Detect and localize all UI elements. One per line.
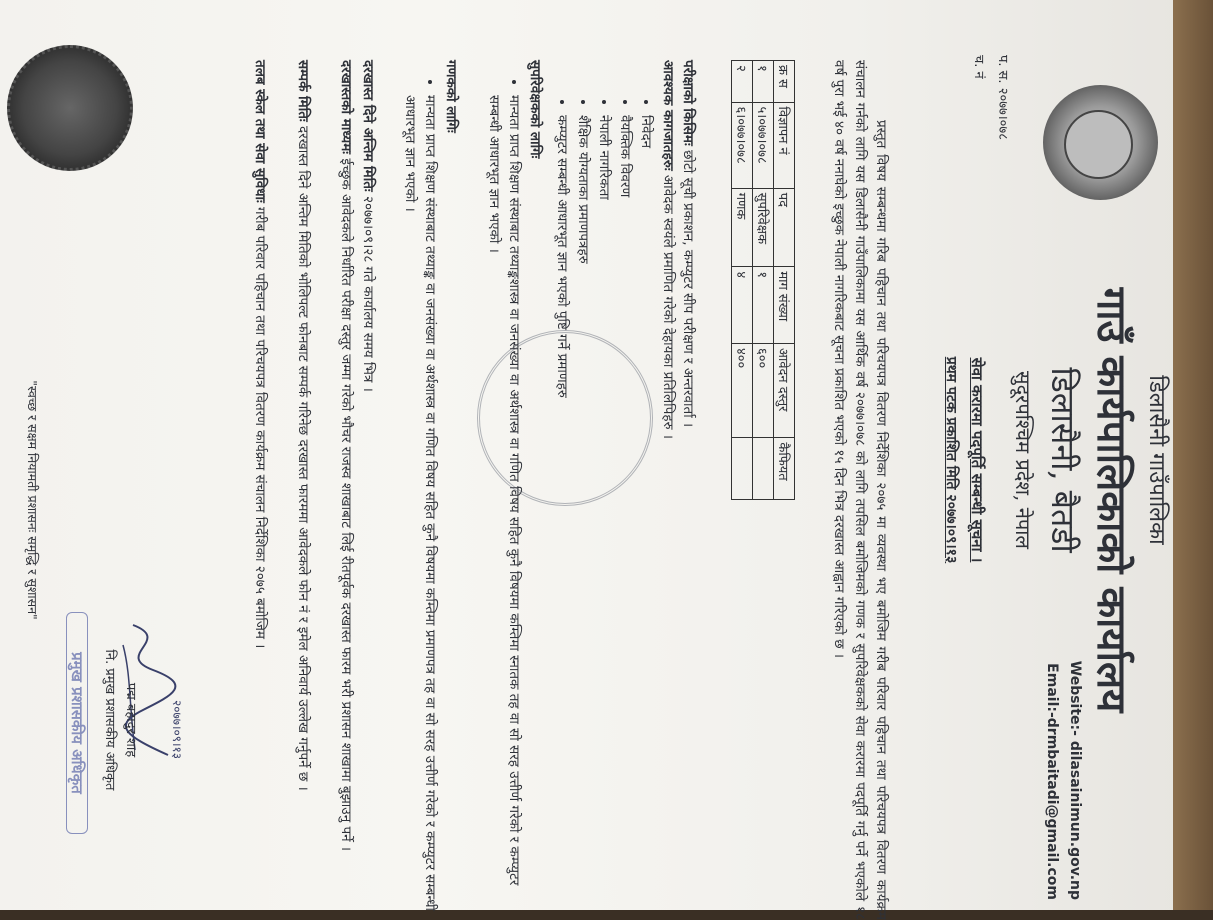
table-cell: गणक (732, 188, 753, 267)
supervisor-section (483, 60, 545, 920)
list-item: • शैक्षिक योग्यताका प्रमाणपत्रहरु (573, 115, 593, 895)
enumerator-section (399, 60, 461, 920)
nepal-emblem-icon (7, 45, 133, 171)
deadline-label: दरखास्त दिने अन्तिम मितिः (360, 60, 376, 192)
table-header: पद (774, 188, 795, 267)
contact-section (293, 60, 313, 920)
email-text: Email:-drmbaitadi@gmail.com (1044, 663, 1060, 900)
signatory-name: पद्म बहादुर शाह (123, 682, 138, 758)
publish-date: प्रथम पटक प्रकाशित मिति २०७७।०९।१३ (943, 356, 959, 564)
enumerator-requirement: • मान्यता प्राप्त शिक्षण संस्थाबाट तथ्याङ्क वा जनसंख्या वा अर्थशास्त्र वा गणित विषय सहित कुनै विषयमा कम्तिमा प्रमाणपत्र तह वा सो सरह उत्तीर्ण गरेको र कम्प्युटर सम्बन्धी आधारभूत ज्ञान भएको । (400, 95, 440, 920)
table-cell: ६।०७७।०७८ (732, 102, 753, 188)
table-header: क्र स (774, 61, 795, 103)
dispatch-number: च. नं (971, 55, 986, 79)
letter-number: प. स. २०७७।०७८ (995, 55, 1010, 140)
municipality-name: डिलासैनी गाउँपालिका (1144, 375, 1169, 545)
list-item: • निवेदन (636, 115, 656, 895)
deadline-text: २०७७।०९।२८ गते कार्यालय समय भित्र । (360, 195, 376, 392)
documents-text: आवेदक स्वयंले प्रमाणित गरेको देहायका प्रतिलिपिहरु । (660, 174, 676, 439)
office-address: सुदूरपश्चिम प्रदेश, नेपाल (1011, 371, 1035, 549)
table-cell: १ (753, 61, 774, 103)
signature-date: २०७७।०९।१३ (170, 700, 184, 760)
salary-section (250, 60, 270, 920)
table-header: माग संख्या (774, 267, 795, 344)
table-header-row (774, 61, 795, 500)
signatory-post: नि. प्रमुख प्रशासकीय अधिकृत (102, 649, 117, 791)
table-cell: ६०० (753, 344, 774, 438)
table-cell: ४ (732, 267, 753, 344)
enumerator-label: गणकको लागिः (443, 60, 459, 133)
documents-list (552, 95, 656, 895)
salary-text: गरीब परिवार पहिचान तथा परिचयपत्र वितरण कार्यक्रम संचालन निर्देशिका २०७५ बमोजिम । (252, 207, 268, 649)
vacancy-table (731, 60, 795, 500)
table-row (732, 61, 753, 500)
exam-type-label: परीक्षाको किसिमः (680, 60, 696, 146)
footer-slogan: "स्वच्छ र सक्षम नियामती प्रशासनः समृद्धि र सुशासन" (25, 380, 40, 620)
table-header: कैफियत (774, 438, 795, 500)
medium-section (336, 60, 356, 920)
table-cell: सुपरिवेक्षक (753, 188, 774, 267)
medium-text: ईच्छुक आवेदकले निर्धारित परीक्षा दस्तुर जम्मा गरेको भौचर राजस्व शाखाबाट लिई रीतपूर्वक दरखास्त फारम भरी प्रशासन शाखामा बुझाउनु पर्ने । (338, 158, 354, 852)
list-item: • वैयक्तिक विवरण (615, 115, 635, 895)
table-row (753, 61, 774, 500)
exam-type-section (678, 60, 698, 920)
table-cell (732, 438, 753, 500)
list-item: • कम्प्युटर सम्बन्धी आधारभूत ज्ञान भएको पुष्टि गर्ने प्रमाणहरु (552, 115, 572, 895)
documents-section (658, 60, 678, 920)
table-cell: २ (732, 61, 753, 103)
exam-type-text: छोटो सूची प्रकाशन, कम्प्युटर सीप परीक्षण र अन्तरवार्ता । (680, 150, 696, 428)
table-cell: ५।०७७।०७८ (753, 102, 774, 188)
documents-label: आवश्यक कागजातहरुः (660, 60, 676, 171)
office-name: गाउँ कार्यपालिकाको कार्यालय (1088, 287, 1135, 713)
notice-title: सेवा करारमा पदपूर्ति सम्बन्धी सूचना । (968, 357, 986, 563)
table-cell: १ (753, 267, 774, 344)
website-text: Website:- dilasainimun.gov.np (1067, 660, 1083, 900)
list-item: • नेपाली नागरिकता (594, 115, 614, 895)
table-cell (753, 438, 774, 500)
contact-label: सम्पर्क मितिः (295, 60, 311, 122)
signatory-stamp: प्रमुख प्रशासकीय अधिकृत (66, 612, 88, 834)
municipality-logo-icon (1043, 85, 1158, 200)
office-place: डिलासैनी, बैतडी (1044, 367, 1082, 553)
table-header: आवेदन दस्तुर (774, 344, 795, 438)
intro-paragraph: प्रस्तुत विषय सम्बन्धमा गरिब पहिचान तथा परिचयपत्र वितरण निर्देशिका २०७५ मा व्यवस्था भए बमोजिम गरीब परिवार पहिचान तथा परिचयपत्र वितरण कार्यक्रम संचालन गर्नको लागि यस डिलासैनी गाउँपालिकामा यस आर्थिक वर्ष २०७७।०७८ को लागि तपसिल बमोजिमको गणक र सुपरिवेक्षकको सेवा करारमा पदपूर्ति गर्नु पर्ने भएकोले १८ वर्ष पुरा भई ४० वर्ष ननाघेको इच्छुक नेपाली नागरिकबाट सूचना प्रकाशित भएको १५ दिन भित्र दरखास्त आह्वान गरिएको छ । (831, 60, 889, 920)
table-header: विज्ञापन नं (774, 102, 795, 188)
salary-label: तलब स्केल तथा सेवा सुविधाः (252, 60, 268, 203)
supervisor-requirement: • मान्यता प्राप्त शिक्षण संस्थाबाट तथ्याङ्कशास्त्र वा जनसंख्या वा अर्थशास्त्र वा गणित विषय सहित कुनै विषयमा कम्तिमा स्नातक तह वा सो सरह उत्तीर्ण गरेको र कम्प्युटर सम्बन्धी आधारभूत ज्ञान भएको । (484, 95, 524, 920)
supervisor-label: सुपरिवेक्षकको लागिः (527, 60, 543, 159)
medium-label: दरखास्तको माध्यमः (338, 60, 354, 155)
deadline-section (358, 60, 378, 920)
table-cell: ४०० (732, 344, 753, 438)
contact-text: दरखास्त दिने अन्तिम मितिको भोलिपल्ट फोनबाट सम्पर्क गरिनेछ दरखास्त फारममा आवेदकले फोन नं र इमेल अनिवार्य उल्लेख गर्नुपर्ने छ । (295, 125, 311, 791)
documents-list-wrap (551, 95, 657, 895)
